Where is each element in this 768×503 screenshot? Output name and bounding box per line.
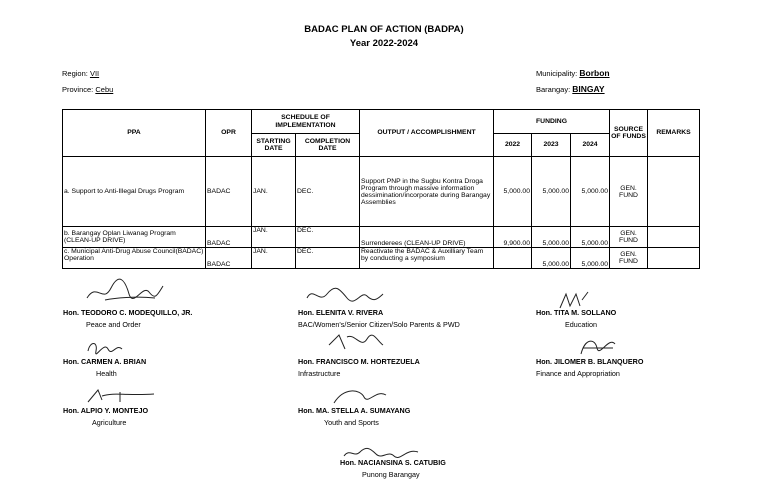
signatory-role: Health bbox=[96, 369, 117, 378]
header-source: SOURCE OF FUNDS bbox=[610, 110, 648, 157]
cell-fund-2023: 5,000.00 bbox=[532, 157, 571, 227]
header-year-2024: 2024 bbox=[571, 134, 610, 157]
cell-ppa: b. Barangay Oplan Liwanag Program (CLEAN-UP DRIVE) bbox=[63, 227, 206, 248]
cell-output: Support PNP in the Sugbu Kontra Droga Program through massive information dessimination/incorporate during Barangay Assemblies bbox=[360, 157, 494, 227]
header-completion-date: COMPLETION DATE bbox=[296, 134, 360, 157]
cell-start: JAN. bbox=[252, 227, 296, 248]
signatory-role: Infrastructure bbox=[298, 369, 341, 378]
cell-fund-2024: 5,000.00 bbox=[571, 248, 610, 269]
signature-scribble-8 bbox=[330, 385, 390, 407]
signatory-role: Education bbox=[565, 320, 597, 329]
document-year: Year 2022-2024 bbox=[349, 38, 419, 49]
cell-opr: BADAC bbox=[206, 227, 252, 248]
cell-remarks bbox=[648, 157, 700, 227]
signatory-name: Hon. MA. STELLA A. SUMAYANG bbox=[298, 406, 411, 415]
signatory-role: Youth and Sports bbox=[324, 418, 379, 427]
province-line bbox=[62, 85, 113, 94]
header-ppa: PPA bbox=[63, 110, 206, 157]
cell-opr: BADAC bbox=[206, 248, 252, 269]
header-year-2023: 2023 bbox=[532, 134, 571, 157]
cell-fund-2024: 5,000.00 bbox=[571, 157, 610, 227]
barangay-label: Barangay: bbox=[536, 85, 571, 94]
header-funding: FUNDING bbox=[494, 110, 610, 134]
cell-end: DEC. bbox=[296, 227, 360, 248]
cell-fund-2023: 5,000.00 bbox=[532, 248, 571, 269]
municipality-line bbox=[536, 68, 610, 78]
header-starting-date: STARTING DATE bbox=[252, 134, 296, 157]
plan-table bbox=[62, 109, 700, 269]
header-schedule: SCHEDULE OF IMPLEMENTATION bbox=[252, 110, 360, 134]
signature-scribble-2 bbox=[305, 284, 385, 306]
region-value: VII bbox=[89, 69, 100, 78]
signature-scribble-7 bbox=[84, 386, 159, 406]
header-opr: OPR bbox=[206, 110, 252, 157]
signatory-name: Hon. ELENITA V. RIVERA bbox=[298, 308, 384, 317]
signature-scribble-5 bbox=[325, 331, 385, 355]
cell-fund-2024: 5,000.00 bbox=[571, 227, 610, 248]
cell-source: GEN. FUND bbox=[610, 157, 648, 227]
table-row bbox=[63, 227, 700, 248]
region-line bbox=[62, 69, 99, 78]
cell-start: JAN. bbox=[252, 248, 296, 269]
header-year-2022: 2022 bbox=[494, 134, 532, 157]
signatory-name: Hon. JILOMER B. BLANQUERO bbox=[536, 357, 644, 366]
table-row bbox=[63, 248, 700, 269]
municipality-value: Borbon bbox=[579, 68, 610, 78]
province-label: Province: bbox=[62, 85, 94, 94]
barangay-line bbox=[536, 84, 605, 94]
cell-output: Reactivate the BADAC & Auxilliary Team by conducting a symposium bbox=[360, 248, 494, 269]
signatory-name: Hon. CARMEN A. BRIAN bbox=[63, 357, 147, 366]
signatory-role: BAC/Women's/Senior Citizen/Solo Parents & PWD bbox=[298, 320, 460, 329]
cell-output: Surrenderees (CLEAN-UP DRIVE) bbox=[360, 227, 494, 248]
cell-remarks bbox=[648, 248, 700, 269]
province-value: Cebu bbox=[95, 85, 114, 94]
document-title: BADAC PLAN OF ACTION (BADPA) bbox=[304, 24, 464, 35]
cell-opr: BADAC bbox=[206, 157, 252, 227]
signatory-name: Hon. FRANCISCO M. HORTEZUELA bbox=[298, 357, 420, 366]
signatory-name: Hon. NACIANSINA S. CATUBIG bbox=[340, 458, 446, 467]
cell-source: GEN. FUND bbox=[610, 248, 648, 269]
cell-remarks bbox=[648, 227, 700, 248]
cell-ppa: a. Support to Anti-Illegal Drugs Program bbox=[63, 157, 206, 227]
cell-fund-2022: 5,000.00 bbox=[494, 157, 532, 227]
signatory-name: Hon. TITA M. SOLLANO bbox=[536, 308, 617, 317]
cell-source: GEN. FUND bbox=[610, 227, 648, 248]
signatory-role: Agriculture bbox=[92, 418, 127, 427]
header-output: OUTPUT / ACCOMPLISHMENT bbox=[360, 110, 494, 157]
header-remarks: REMARKS bbox=[648, 110, 700, 157]
signature-scribble-4 bbox=[84, 337, 124, 357]
signature-scribble-6 bbox=[575, 334, 620, 358]
signature-scribble-1 bbox=[85, 278, 165, 306]
signature-scribble-3 bbox=[556, 290, 596, 310]
table-row bbox=[63, 157, 700, 227]
barangay-value: BINGAY bbox=[572, 84, 605, 94]
municipality-label: Municipality: bbox=[536, 69, 578, 78]
cell-fund-2022: 9,900.00 bbox=[494, 227, 532, 248]
cell-fund-2023: 5,000.00 bbox=[532, 227, 571, 248]
signatory-name: Hon. ALPIO Y. MONTEJO bbox=[63, 406, 149, 415]
cell-end: DEC. bbox=[296, 157, 360, 227]
cell-fund-2022 bbox=[494, 248, 532, 269]
signatory-role: Finance and Appropriation bbox=[536, 369, 620, 378]
signatory-role: Punong Barangay bbox=[362, 470, 420, 479]
cell-start: JAN. bbox=[252, 157, 296, 227]
signatory-name: Hon. TEODORO C. MODEQUILLO, JR. bbox=[63, 308, 193, 317]
signatory-role: Peace and Order bbox=[86, 320, 141, 329]
region-label: Region: bbox=[62, 69, 88, 78]
cell-end: DEC. bbox=[296, 248, 360, 269]
cell-ppa: c. Municipal Anti-Drug Abuse Council(BADAC) Operation bbox=[63, 248, 206, 269]
